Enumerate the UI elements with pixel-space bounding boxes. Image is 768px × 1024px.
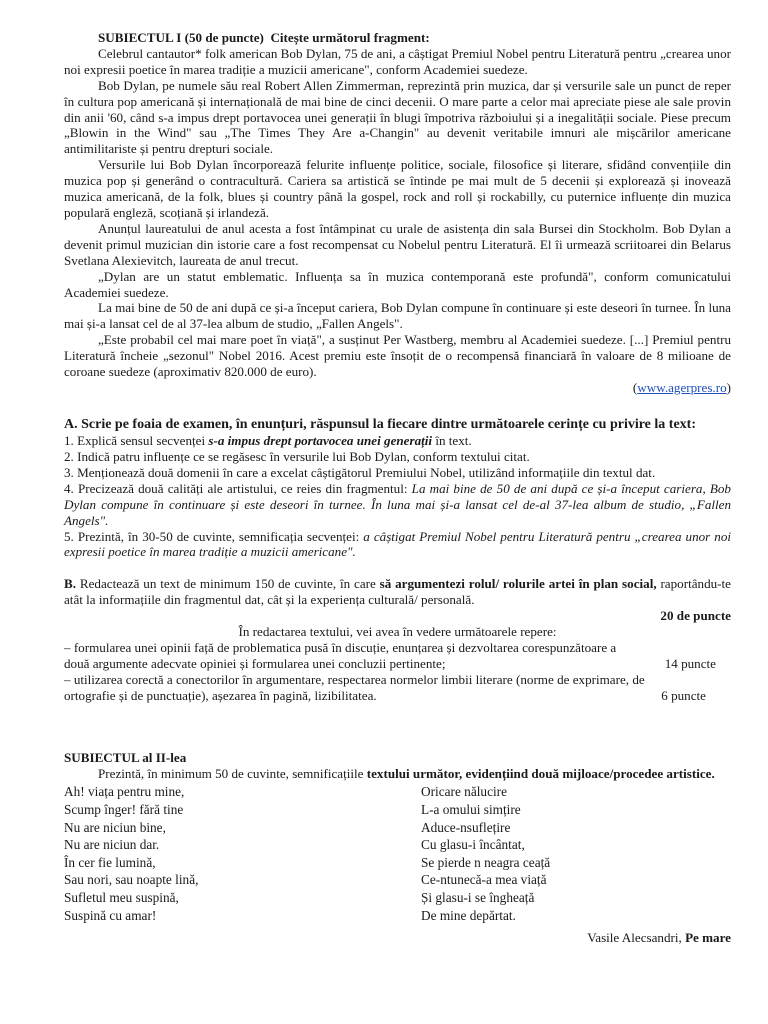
section-b-task: B. Redactează un text de minimum 150 de cuvinte, în care să argumentezi rolul/ rolurile artei în plan social, raportându-te atât la informațiile din fragmentul dat, cât și la experiența culturală/ personală. bbox=[64, 576, 731, 608]
poem-line: Scump înger! fără tine bbox=[64, 802, 184, 818]
subject2-instruction: Prezintă, în minimum 50 de cuvinte, semnificațiile textului următor, evidențiind două mijloace/procedee artistice. bbox=[98, 765, 715, 781]
question-2: 2. Indică patru influențe ce se regăsesc în versurile lui Bob Dylan, conform textului citat. bbox=[64, 449, 530, 465]
fragment-paragraph-6: La mai bine de 50 de ani după ce și-a început cariera, Bob Dylan compune în continuare și este deseori în turnee. În luna mai și-a lansat cel de al 37-lea album de studio, „Fallen Angels". bbox=[64, 300, 731, 332]
poem-title: Pe mare bbox=[685, 930, 731, 946]
poem-line: Ce-ntunecă-a mea viață bbox=[421, 872, 547, 888]
poem-right-column bbox=[421, 783, 731, 924]
subject2-title: SUBIECTUL al II-lea bbox=[64, 749, 187, 765]
poem-line: În cer fie lumină, bbox=[64, 854, 156, 870]
poem bbox=[64, 783, 731, 924]
poem-line: Nu are niciun bine, bbox=[64, 819, 166, 835]
poem-line: Oricare nălucire bbox=[421, 784, 508, 800]
fragment-paragraph-3: Versurile lui Bob Dylan încorporează felurite influențe politice, sociale, filosofice și literare, sfidând convențiile din muzica pop și generând o contracultură. Cariera sa artistică se întinde pe mai mult de 5 decenii și explorează și inovează muzica americană, de la folk, blues și country până la gospel, rock and roll și rockabilly, cu puternice influențe din muzica populară engleză, scoțiană și irlandeză. bbox=[64, 157, 731, 220]
question-1: 1. Explică sensul secvenței s-a impus drept portavocea unei generații în text. bbox=[64, 433, 472, 449]
fragment-paragraph-5: „Dylan are un statut emblematic. Influența sa în muzica contemporană este profundă", conform comunicatului Academiei suedeze. bbox=[64, 268, 731, 300]
poem-left-column bbox=[64, 783, 421, 924]
poem-line: Și glasu-i se îngheață bbox=[421, 890, 535, 906]
fragment-paragraph-4: Anunțul laureatului de anul acesta a fost întâmpinat cu urale de asistența din sala Bursei din Stockholm. Bob Dylan a devenit primul muzician din istorie care a fost recompensat cu Nobelul pentru Literatură. El îi urmează scriitoarei din Belarus Svetlana Alexievitch, laureata de anul trecut. bbox=[64, 220, 731, 268]
repere-intro: În redactarea textului, vei avea în vedere următoarele repere: bbox=[238, 624, 557, 640]
poem-line: Se pierde n neagra ceață bbox=[421, 854, 551, 870]
section-b-points: 20 de puncte bbox=[660, 608, 731, 624]
poem-line: Aduce-nsuflețire bbox=[421, 819, 511, 835]
poem-line: Sufletul meu suspină, bbox=[64, 890, 179, 906]
question-3: 3. Menționează două domenii în care a excelat câștigătorul Premiului Nobel, utilizând informațiile din textul dat. bbox=[64, 464, 656, 480]
criterion-2-points: 6 puncte bbox=[661, 687, 706, 703]
source-citation: (www.agerpres.ro) bbox=[632, 379, 731, 395]
question-5: 5. Prezintă, în 30-50 de cuvinte, semnificația secvenței: a câștigat Premiul Nobel pentru Literatură pentru „crearea unor noi expresii poetice în marea tradiție a muzicii americane". bbox=[64, 528, 732, 560]
subject1-instruction: Citește următorul fragment: bbox=[270, 30, 430, 45]
poem-line: Sau nori, sau noapte lină, bbox=[64, 872, 199, 888]
poem-line: Suspină cu amar! bbox=[64, 907, 157, 923]
poem-line: L-a omului simțire bbox=[421, 802, 521, 818]
fragment-paragraph-7: „Este probabil cel mai mare poet în viață", a susținut Per Wastberg, membru al Academiei suedeze. [...] Premiul pentru Literatură încheie „sezonul" Nobel 2016. Acest premiu este însoțit de o recompensă financiară în valoare de 8 milioane de coroane suedeze (aproximativ 820.000 de euro). bbox=[64, 332, 731, 380]
poem-attribution bbox=[64, 930, 731, 946]
source-link[interactable]: www.agerpres.ro bbox=[637, 379, 727, 395]
criterion-2-line-2: ortografie și de punctuație), așezarea în pagină, lizibilitatea. 6 puncte bbox=[64, 688, 731, 704]
poem-line: De mine depărtat. bbox=[421, 907, 516, 923]
subject1-title: SUBIECTUL I (50 de puncte) bbox=[98, 30, 264, 45]
exam-page bbox=[64, 30, 731, 946]
fragment-paragraph-1: Celebrul cantautor* folk american Bob Dylan, 75 de ani, a câștigat Premiul Nobel pentru Literatură pentru „crearea unor noi expresii poetice în marea tradiție a muzicii americane", conform Academiei suedeze. bbox=[64, 45, 731, 77]
poem-line: Nu are niciun dar. bbox=[64, 837, 160, 853]
subject1-header bbox=[64, 30, 731, 46]
criterion-1-points: 14 puncte bbox=[664, 655, 716, 671]
poem-line: Cu glasu-i încântat, bbox=[421, 837, 525, 853]
criterion-2-line-1: – utilizarea corectă a conectorilor în argumentare, respectarea normelor limbii literare (norme de exprimare, de bbox=[64, 671, 645, 687]
fragment-paragraph-2: Bob Dylan, pe numele său real Robert Allen Zimmerman, reprezintă prin muzica, dar și versurile sale un punct de reper în cultura pop americană și internațională de mai bine de cinci decenii. O mare parte a celor mai apreciate piese ale sale provin din anii '60, când s-a impus drept portavocea unei generații în blugi împotriva războiului și a inegalității sociale. Piese precum „Blowin in the Wind" sau „The Times They Are a-Changin" au devenit veritabile imnuri ale mișcărilor americane antimilitariste și pentru drepturi sociale. bbox=[64, 77, 731, 157]
poem-author: Vasile Alecsandri, bbox=[587, 930, 686, 946]
question-4: 4. Precizează două calități ale artistului, ce reies din fragmentul: La mai bine de 50 de ani după ce și-a început cariera, Bob Dylan compune în continuare și este deseori în turnee. În luna mai și-a lansat cel de-al 37-lea album de studio, „Fallen Angels". bbox=[64, 480, 731, 528]
poem-line: Ah! viața pentru mine, bbox=[64, 784, 185, 800]
criterion-1-line-1: – formularea unei opinii față de problematica pusă în discuție, enunțarea și dezvoltarea corespunzătoare a bbox=[64, 640, 617, 656]
criterion-1-line-2: două argumente adecvate opiniei și formularea unei concluzii pertinente; 14 puncte bbox=[64, 656, 731, 672]
section-a-heading: A. Scrie pe foaia de examen, în enunțuri, răspunsul la fiecare dintre următoarele cerințe cu privire la text: bbox=[64, 416, 696, 432]
